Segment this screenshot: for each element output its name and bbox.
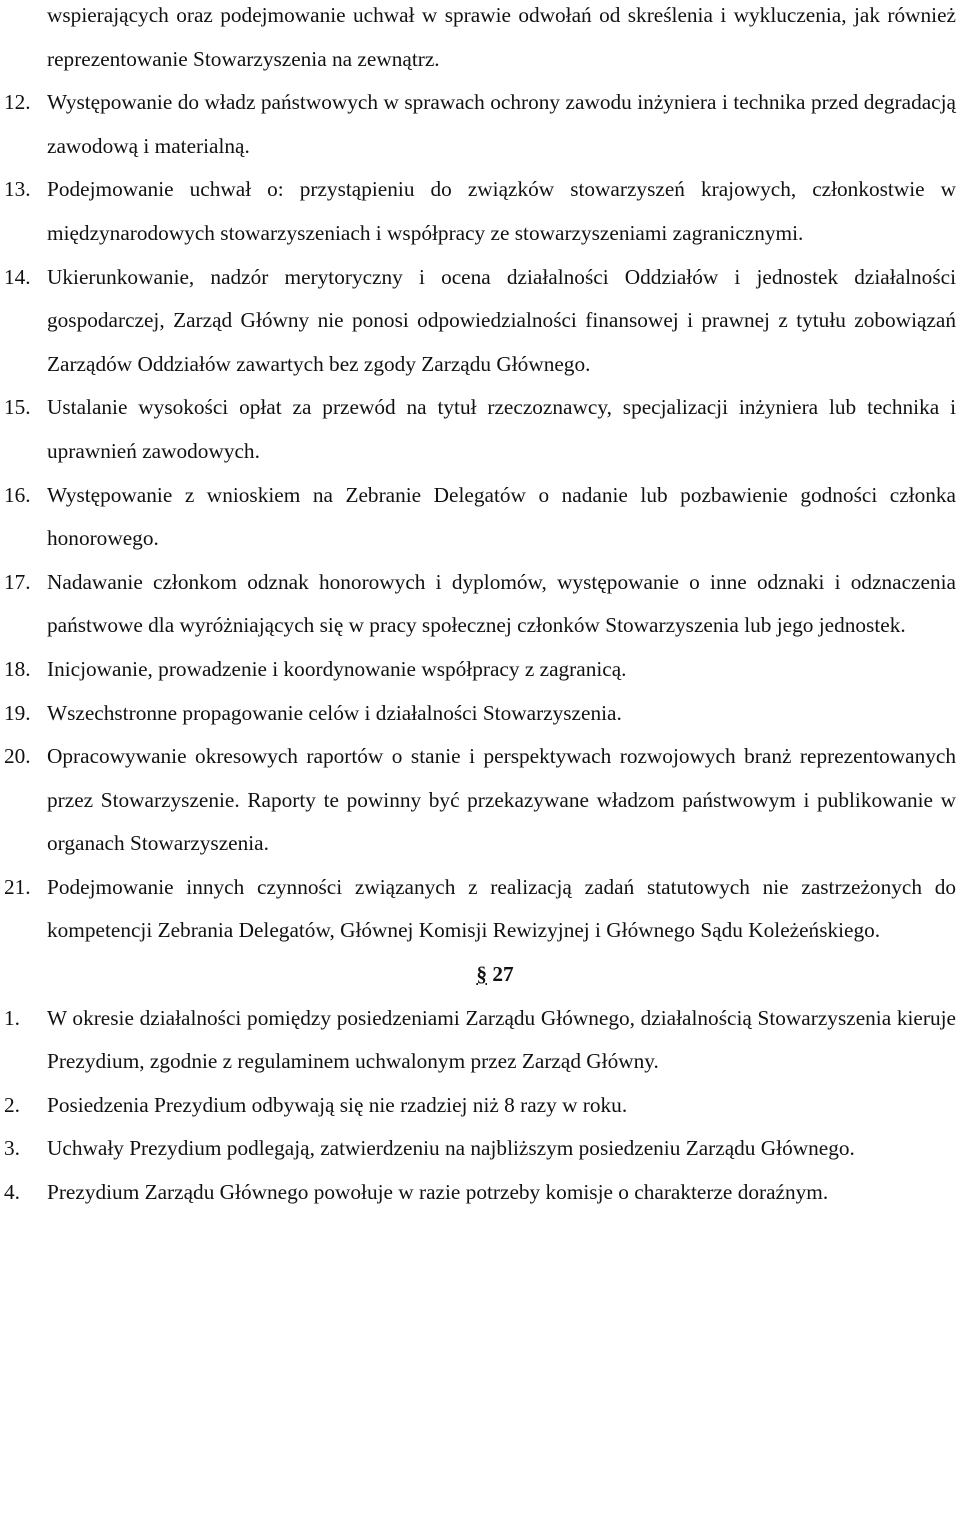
section-heading (4, 953, 956, 997)
section-item-1 (4, 997, 956, 1084)
list-text: Posiedzenia Prezydium odbywają się nie rzadziej niż 8 razy w roku. (47, 1092, 628, 1117)
list-item-13 (4, 168, 956, 255)
list-item-20 (4, 735, 956, 866)
list-text: Opracowywanie okresowych raportów o stanie i perspektywach rozwojowych branż reprezentowanych przez Stowarzyszenie. Raporty te powinny być przekazywane władzom państwowym i publikowanie w organach Stowarzyszenia. (47, 744, 956, 856)
list-number: 13. (4, 177, 31, 202)
list-number: 14. (4, 264, 31, 289)
list-text: Podejmowanie innych czynności związanych z realizacją zadań statutowych nie zastrzeżonych do kompetencji Zebrania Delegatów, Głównej Komisji Rewizyjnej i Głównego Sądu Koleżeńskiego. (47, 874, 956, 943)
list-number: 3. (4, 1136, 20, 1161)
section-item-4 (4, 1171, 956, 1215)
section-item-2 (4, 1084, 956, 1128)
list-item-14 (4, 256, 956, 387)
list-number: 21. (4, 874, 31, 899)
list-text: Ukierunkowanie, nadzór merytoryczny i ocena działalności Oddziałów i jednostek działalności gospodarczej, Zarząd Główny nie ponosi odpowiedzialności finansowej i prawnej z tytułu zobowiązań Zarządów Oddziałów zawartych bez zgody Zarządu Głównego. (47, 264, 956, 376)
continuation-paragraph (4, 0, 956, 81)
list-number: 12. (4, 90, 31, 115)
list-text: Inicjowanie, prowadzenie i koordynowanie współpracy z zagranicą. (47, 656, 627, 681)
list-item-21 (4, 866, 956, 953)
paragraph-text: wspierających oraz podejmowanie uchwał w sprawie odwołań od skreślenia i wykluczenia, jak również reprezentowanie Stowarzyszenia na zewnątrz. (47, 3, 956, 71)
list-text: Występowanie z wnioskiem na Zebranie Delegatów o nadanie lub pozbawienie godności członka honorowego. (47, 482, 956, 551)
list-number: 15. (4, 395, 31, 420)
list-item-12 (4, 81, 956, 168)
section-symbol: § (476, 962, 488, 987)
list-item-18 (4, 648, 956, 692)
section-number: 27 (492, 962, 514, 987)
list-number: 18. (4, 656, 31, 681)
list-item-19 (4, 692, 956, 736)
list-number: 1. (4, 1005, 20, 1030)
list-text: W okresie działalności pomiędzy posiedzeniami Zarządu Głównego, działalnością Stowarzyszenia kieruje Prezydium, zgodnie z regulaminem uchwalonym przez Zarząd Główny. (47, 1005, 956, 1074)
list-text: Nadawanie członkom odznak honorowych i dyplomów, występowanie o inne odznaki i odznaczenia państwowe dla wyróżniających się w pracy społecznej członków Stowarzyszenia lub jego jednostek. (47, 569, 956, 638)
list-number: 2. (4, 1092, 20, 1117)
list-text: Ustalanie wysokości opłat za przewód na tytuł rzeczoznawcy, specjalizacji inżyniera lub technika i uprawnień zawodowych. (47, 395, 956, 463)
list-text: Wszechstronne propagowanie celów i działalności Stowarzyszenia. (47, 700, 622, 725)
list-item-15 (4, 386, 956, 473)
list-number: 20. (4, 744, 31, 769)
list-number: 17. (4, 569, 31, 594)
list-item-16 (4, 474, 956, 561)
list-number: 4. (4, 1180, 20, 1205)
list-text: Występowanie do władz państwowych w sprawach ochrony zawodu inżyniera i technika przed degradacją zawodową i materialną. (47, 90, 956, 158)
list-number: 16. (4, 482, 31, 507)
list-number: 19. (4, 700, 31, 725)
list-text: Uchwały Prezydium podlegają, zatwierdzeniu na najbliższym posiedzeniu Zarządu Głównego. (47, 1136, 855, 1161)
list-text: Podejmowanie uchwał o: przystąpieniu do związków stowarzyszeń krajowych, członkostwie w międzynarodowych stowarzyszeniach i współpracy ze stowarzyszeniami zagranicznymi. (47, 177, 956, 245)
section-item-3 (4, 1127, 956, 1171)
list-item-17 (4, 561, 956, 648)
list-text: Prezydium Zarządu Głównego powołuje w razie potrzeby komisje o charakterze doraźnym. (47, 1180, 829, 1205)
